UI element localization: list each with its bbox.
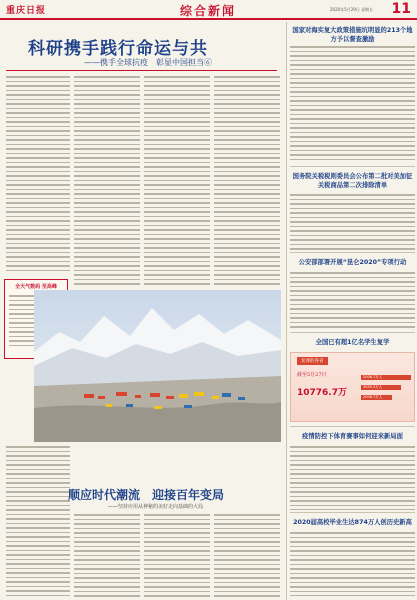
right-story-3-headline: 公安部部署开展“昆仑2020”专项行动: [298, 259, 407, 266]
left-column: [0, 22, 283, 600]
right-story-2: [290, 172, 415, 190]
right-column: [286, 22, 417, 600]
right-divider-5: [290, 512, 415, 513]
feature-text-col-1: [74, 514, 140, 600]
feature-text-col-3: [214, 514, 280, 600]
section-name: 综合新闻: [180, 4, 237, 18]
headline-rule: [6, 70, 277, 71]
infobox-bar-2-label: 3055.3万人: [363, 385, 383, 389]
lead-subhead: ——携手全球抗疫 彰显中国担当⑥: [84, 58, 212, 67]
lead-text-col-2: [74, 76, 140, 286]
right-story-4: [290, 338, 415, 347]
lead-headline: 科研携手践行命运与共: [28, 39, 208, 59]
right-story-2-text: [290, 194, 415, 250]
page-number: 11: [391, 1, 411, 17]
right-divider-1: [290, 166, 415, 167]
right-story-3: [290, 258, 415, 267]
right-story-6-headline: 2020届高校毕业生达874万人创历史新高: [293, 519, 412, 526]
lead-text-col-3: [144, 76, 210, 286]
feature-headline: 顺应时代潮流 迎接百年变局: [68, 488, 225, 502]
right-story-5-headline: 疫情防控下体育赛事如何迎来新局面: [302, 433, 403, 440]
infobox-header: 复课的各省: [297, 357, 328, 365]
lead-text-col-4: [214, 76, 280, 286]
right-story-1: [290, 26, 415, 44]
right-story-5-text: [290, 446, 415, 510]
infobox-bar-1-label: 2006.7万人: [363, 375, 383, 379]
issue-date: 2020年5月29日 星期五: [330, 7, 374, 12]
feature-text-left: [6, 446, 70, 596]
right-story-4-headline: 全国已有超1亿名学生复学: [315, 339, 390, 346]
right-divider-4: [290, 426, 415, 427]
paper-name: 重庆日报: [6, 6, 47, 16]
infobox-bar-3-label: 2006.7万人: [363, 395, 383, 399]
right-story-3-text: [290, 272, 415, 330]
sidebar-title: 全天气数码 至高峰: [15, 284, 57, 290]
right-story-2-headline: 国务院关税税则委员会公布第二批对美加征关税商品第二次排除清单: [292, 173, 413, 189]
infobox-total: 10776.7万: [297, 388, 347, 398]
infobox-date: 截至5月27日: [297, 372, 327, 378]
right-story-1-headline: 国家对海实复大政策措施坑明显的213个地方予以督查激励: [292, 27, 413, 43]
feature-text-col-2: [144, 514, 210, 600]
right-divider-3: [290, 332, 415, 333]
right-story-5: [290, 432, 415, 441]
right-story-6: [290, 518, 415, 527]
right-divider-2: [290, 252, 415, 253]
right-story-6-text: [290, 532, 415, 596]
right-story-1-text: [290, 46, 415, 162]
lead-text-col-1: [6, 76, 70, 272]
masthead: [0, 0, 417, 20]
student-return-infobox: [290, 352, 415, 422]
feature-subhead: ——坚持应用从神秘的美好走向基础的大局: [108, 504, 204, 510]
everest-base-camp-photo: [34, 290, 281, 442]
